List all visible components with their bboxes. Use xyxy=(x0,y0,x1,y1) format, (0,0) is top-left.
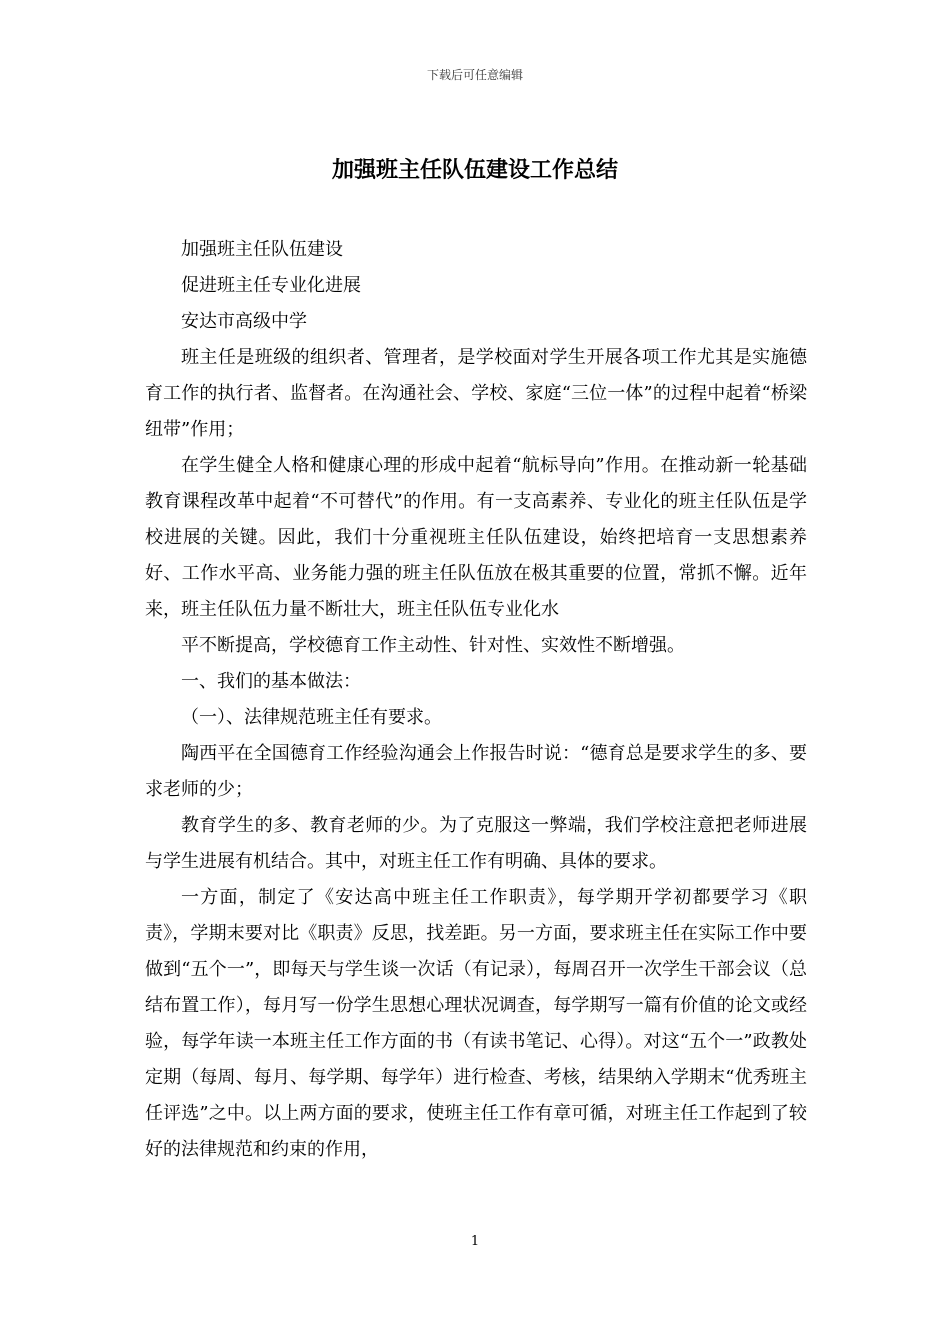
paragraph: 教育学生的多、教育老师的少。为了克服这一弊端，我们学校注意把老师进展与学生进展有机结合。其中，对班主任工作有明确、具体的要求。 xyxy=(145,815,807,872)
paragraph: 陶西平在全国德育工作经验沟通会上作报告时说：“德育总是要求学生的多、要求老师的少； xyxy=(145,743,807,800)
paragraph: 一方面，制定了《安达高中班主任工作职责》，每学期开学初都要学习《职责》，学期末要对比《职责》反思，找差距。另一方面，要求班主任在实际工作中要做到“五个一”，即每天与学生谈一次话（有记录），每周召开一次学生干部会议（总结布置工作），每月写一份学生思想心理状况调查，每学期写一篇有价值的论文或经验，每学年读一本班主任工作方面的书（有读书笔记、心得）。对这“五个一”政教处定期（每周、每月、每学期、每学年）进行检查、考核，结果纳入学期末“优秀班主任评选”之中。以上两方面的要求，使班主任工作有章可循，对班主任工作起到了较好的法律规范和约束的作用， xyxy=(145,887,807,1160)
document-title: 加强班主任队伍建设工作总结 xyxy=(331,158,618,183)
paragraph: 在学生健全人格和健康心理的形成中起着“航标导向”作用。在推动新一轮基础教育课程改革中起着“不可替代”的作用。有一支高素养、专业化的班主任队伍是学校进展的关键。因此，我们十分重视班主任队伍建设，始终把培育一支思想素养好、工作水平高、业务能力强的班主任队伍放在极其重要的位置，常抓不懈。近年来，班主任队伍力量不断壮大，班主任队伍专业化水 xyxy=(145,455,807,620)
paragraph: 班主任是班级的组织者、管理者，是学校面对学生开展各项工作尤其是实施德育工作的执行者、监督者。在沟通社会、学校、家庭“三位一体”的过程中起着“桥梁纽带”作用； xyxy=(145,347,807,440)
paragraph: 促进班主任专业化进展 xyxy=(181,275,361,296)
paragraph: 加强班主任队伍建设 xyxy=(181,239,343,260)
paragraph: （一）、法律规范班主任有要求。 xyxy=(181,707,442,728)
paragraph: 一、我们的基本做法： xyxy=(181,671,361,692)
paragraph: 平不断提高，学校德育工作主动性、针对性、实效性不断增强。 xyxy=(181,635,685,656)
page-number: 1 xyxy=(470,1234,480,1249)
page-header-note: 下载后可任意编辑 xyxy=(426,68,523,82)
paragraph: 安达市高级中学 xyxy=(181,311,307,332)
document-body xyxy=(145,232,807,1168)
